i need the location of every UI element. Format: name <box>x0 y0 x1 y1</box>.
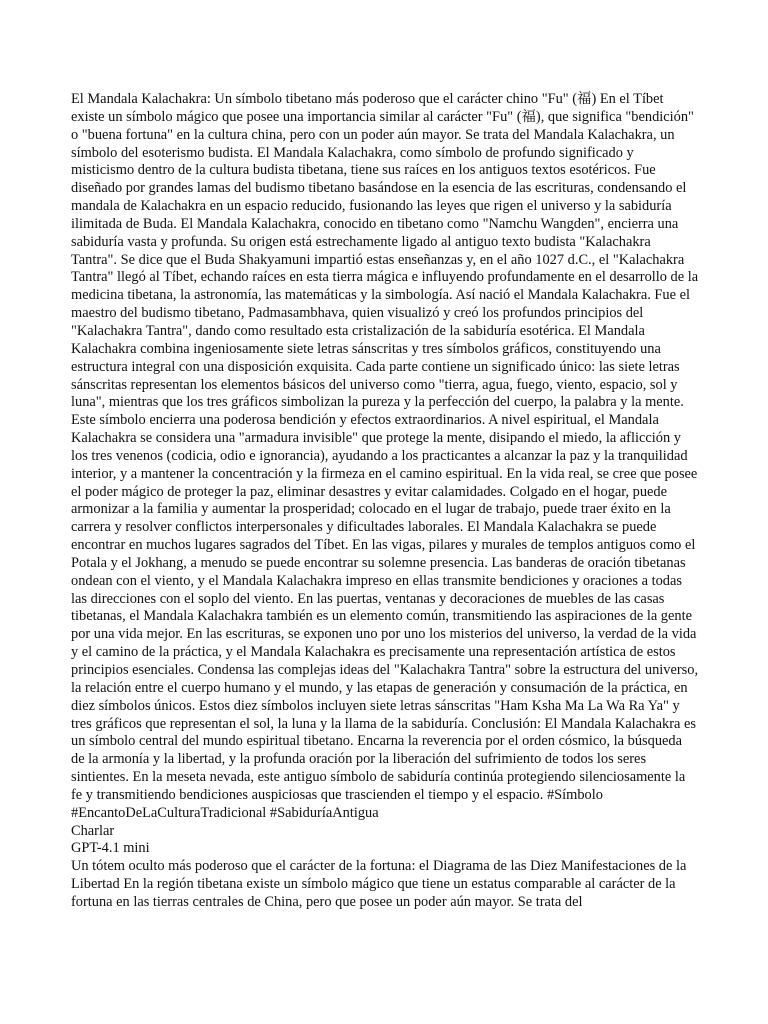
main-paragraph: El Mandala Kalachakra: Un símbolo tibetano más poderoso que el carácter chino "Fu" (福) En el Tíbet existe un símbolo mágico que posee una importancia similar al carácter "Fu" (福), que significa "bendición" o "buena fortuna" en la cultura china, pero con un poder aún mayor. Se trata del Mandala Kalachakra, un símbolo del esoterismo budista. El Mandala Kalachakra, como símbolo de profundo significado y misticismo dentro de la cultura budista tibetana, tiene sus raíces en los antiguos textos esotéricos. Fue diseñado por grandes lamas del budismo tibetano basándose en la esencia de las escrituras, condensando el mandala de Kalachakra en un espacio reducido, fusionando las leyes que rigen el universo y la sabiduría ilimitada de Buda. El Mandala Kalachakra, conocido en tibetano como "Namchu Wangden", encierra una sabiduría vasta y profunda. Su origen está estrechamente ligado al antiguo texto budista "Kalachakra Tantra". Se dice que el Buda Shakyamuni impartió estas enseñanzas y, en el año 1027 d.C., el "Kalachakra Tantra" llegó al Tíbet, echando raíces en esta tierra mágica e influyendo profundamente en el desarrollo de la medicina tibetana, la astronomía, las matemáticas y la simbología. Así nació el Mandala Kalachakra. Fue el maestro del budismo tibetano, Padmasambhava, quien visualizó y creó los profundos principios del "Kalachakra Tantra", dando como resultado esta cristalización de la sabiduría esotérica. El Mandala Kalachakra combina ingeniosamente siete letras sánscritas y tres símbolos gráficos, constituyendo una estructura integral con una disposición exquisita. Cada parte contiene un significado único: las siete letras sánscritas representan los elementos básicos del universo como "tierra, agua, fuego, viento, espacio, sol y luna", mientras que los tres gráficos simbolizan la pureza y la perfección del cuerpo, la palabra y la mente. Este símbolo encierra una poderosa bendición y efectos extraordinarios. A nivel espiritual, el Mandala Kalachakra se considera una "armadura invisible" que protege la mente, disipando el miedo, la aflicción y los tres venenos (codicia, odio e ignorancia), ayudando a los practicantes a alcanzar la paz y la tranquilidad interior, y a mantener la concentración y la firmeza en el camino espiritual. En la vida real, se cree que posee el poder mágico de proteger la paz, eliminar desastres y evitar calamidades. Colgado en el hogar, puede armonizar a la familia y aumentar la prosperidad; colocado en el lugar de trabajo, puede traer éxito en la carrera y resolver conflictos interpersonales y dificultades laborales. El Mandala Kalachakra se puede encontrar en muchos lugares sagrados del Tíbet. En las vigas, pilares y murales de templos antiguos como el Potala y el Jokhang, a menudo se puede encontrar su solemne presencia. Las banderas de oración tibetanas ondean con el viento, y el Mandala Kalachakra impreso en ellas transmite bendiciones y oraciones a todas las direcciones con el soplo del viento. En las puertas, ventanas y decoraciones de muebles de las casas tibetanas, el Mandala Kalachakra también es un elemento común, transmitiendo las aspiraciones de la gente por una vida mejor. En las escrituras, se exponen uno por uno los misterios del universo, la verdad de la vida y el camino de la práctica, y el Mandala Kalachakra es precisamente una representación artística de estos principios esenciales. Condensa las complejas ideas del "Kalachakra Tantra" sobre la estructura del universo, la relación entre el cuerpo humano y el mundo, y las etapas de generación y consumación de la práctica, en diez símbolos únicos. Estos diez símbolos incluyen siete letras sánscritas "Ham Ksha Ma La Wa Ra Ya" y tres gráficos que representan el sol, la luna y la llama de la sabiduría. Conclusión: El Mandala Kalachakra es un símbolo central del mundo espiritual tibetano. Encarna la reverencia por el orden cósmico, la búsqueda de la armonía y la libertad, y la profunda oración por la liberación del sufrimiento de todos los seres sintientes. En la meseta nevada, este antiguo símbolo de sabiduría continúa protegiendo silenciosamente la fe y transmitiendo bendiciones auspiciosas que trascienden el tiempo y el espacio. #Símbolo #EncantoDeLaCulturaTradicional #SabiduríaAntigua <box>71 91 699 821</box>
chat-label: Charlar <box>71 822 115 839</box>
response-paragraph: Un tótem oculto más poderoso que el carácter de la fortuna: el Diagrama de las Diez Manifestaciones de la Libertad En la región tibetana existe un símbolo mágico que tiene un estatus comparable al carácter de la fortuna en las tierras centrales de China, pero que posee un poder aún mayor. Se trata del <box>71 858 687 910</box>
document-page <box>71 91 699 912</box>
model-label: GPT-4.1 mini <box>71 840 150 857</box>
